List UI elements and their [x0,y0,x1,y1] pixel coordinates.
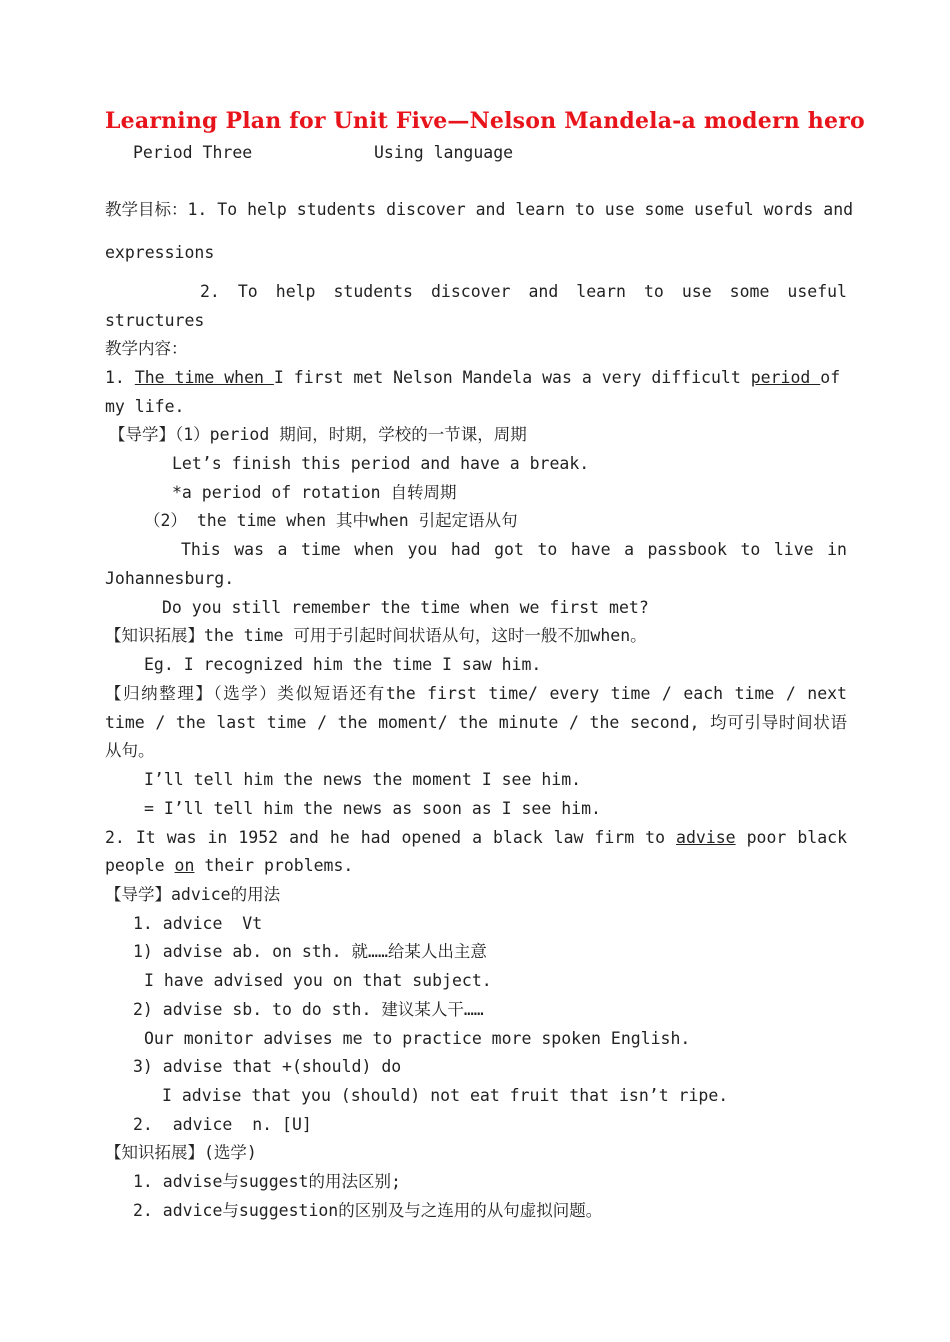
sentence-2-end: poor black [735,828,847,847]
document-title: Learning Plan for Unit Five—Nelson Mandela-a modern hero [105,108,865,134]
sentence-2-cont-text: people [105,856,175,875]
usage-line: 2. advice n. [U] [133,1115,312,1134]
objective-1-text: 1. To help students discover and learn to use some useful words and [187,200,854,219]
example-line: *a period of rotation 自转周期 [172,483,457,502]
sentence-2-cont [105,856,847,876]
guide-heading: 【导学】（1）period 期间，时期，学校的一节课，周期 [109,425,527,444]
usage-line: 1) advise ab. on sth. 就……给某人出主意 [133,942,487,961]
extension-item: 2. advice与suggestion的区别及与之连用的从句虚拟问题。 [133,1201,603,1220]
underlined-phrase: The time when [134,368,274,387]
underlined-word: on [174,856,195,875]
example-line-cont: Johannesburg. [105,569,235,588]
period-label: Period Three [133,143,253,162]
sentence-1 [105,368,847,388]
objective-2-cont: structures [105,311,205,330]
example-line: I have advised you on that subject. [144,971,492,990]
objectives-label: 教学目标： [105,200,188,219]
topic-label: Using language [374,143,514,162]
extension-heading: 【知识拓展】(选学) [105,1143,257,1162]
guide-heading: 【导学】advice的用法 [105,885,281,904]
example-line: Let’s finish this period and have a break. [172,454,590,473]
example-line: This was a time when you had got to have a passbook to live in [181,540,847,559]
extension-heading: 【知识拓展】the time 可用于引起时间状语从句，这时一般不加when。 [105,626,647,645]
extension-item: 1. advise与suggest的用法区别; [133,1172,401,1191]
sentence-1-cont: my life. [105,397,185,416]
sentence-1-text: I first met Nelson Mandela was a very difficult [273,368,751,387]
underlined-word: advise [676,828,736,847]
example-line: Our monitor advises me to practice more spoken English. [144,1029,691,1048]
objectives-line-2: expressions [105,243,215,262]
sentence-2 [105,828,847,848]
example-line: Eg. I recognized him the time I saw him. [144,655,542,674]
underlined-word: period [750,368,821,387]
objective-2-text: 2. To help students discover and learn to use some useful [200,282,847,301]
point-line: （2） the time when 其中when 引起定语从句 [144,511,518,530]
example-line: I’ll tell him the news the moment I see him. [144,770,582,789]
summary-line: time / the last time / the moment/ the minute / the second, 均可引导时间状语 [105,713,847,732]
example-line: = I’ll tell him the news as soon as I see him. [144,799,601,818]
sentence-2-cont-end: their problems. [194,856,354,875]
usage-line: 3) advise that +(should) do [133,1057,402,1076]
sentence-1-number: 1. [105,368,135,387]
summary-line: 【归纳整理】（选学）类似短语还有the first time/ every time / each time / next [105,684,847,703]
example-line: I advise that you (should) not eat fruit that isn’t ripe. [162,1086,729,1105]
sentence-2-text: 2. It was in 1952 and he had opened a black law firm to [105,828,677,847]
summary-line: 从句。 [105,741,155,760]
content-label: 教学内容： [105,339,188,358]
sentence-1-end: of [820,368,841,387]
objectives-line-1 [105,200,854,220]
example-line: Do you still remember the time when we first met? [162,598,649,617]
usage-line: 1. advice Vt [133,914,263,933]
usage-line: 2) advise sb. to do sth. 建议某人干…… [133,1000,484,1019]
